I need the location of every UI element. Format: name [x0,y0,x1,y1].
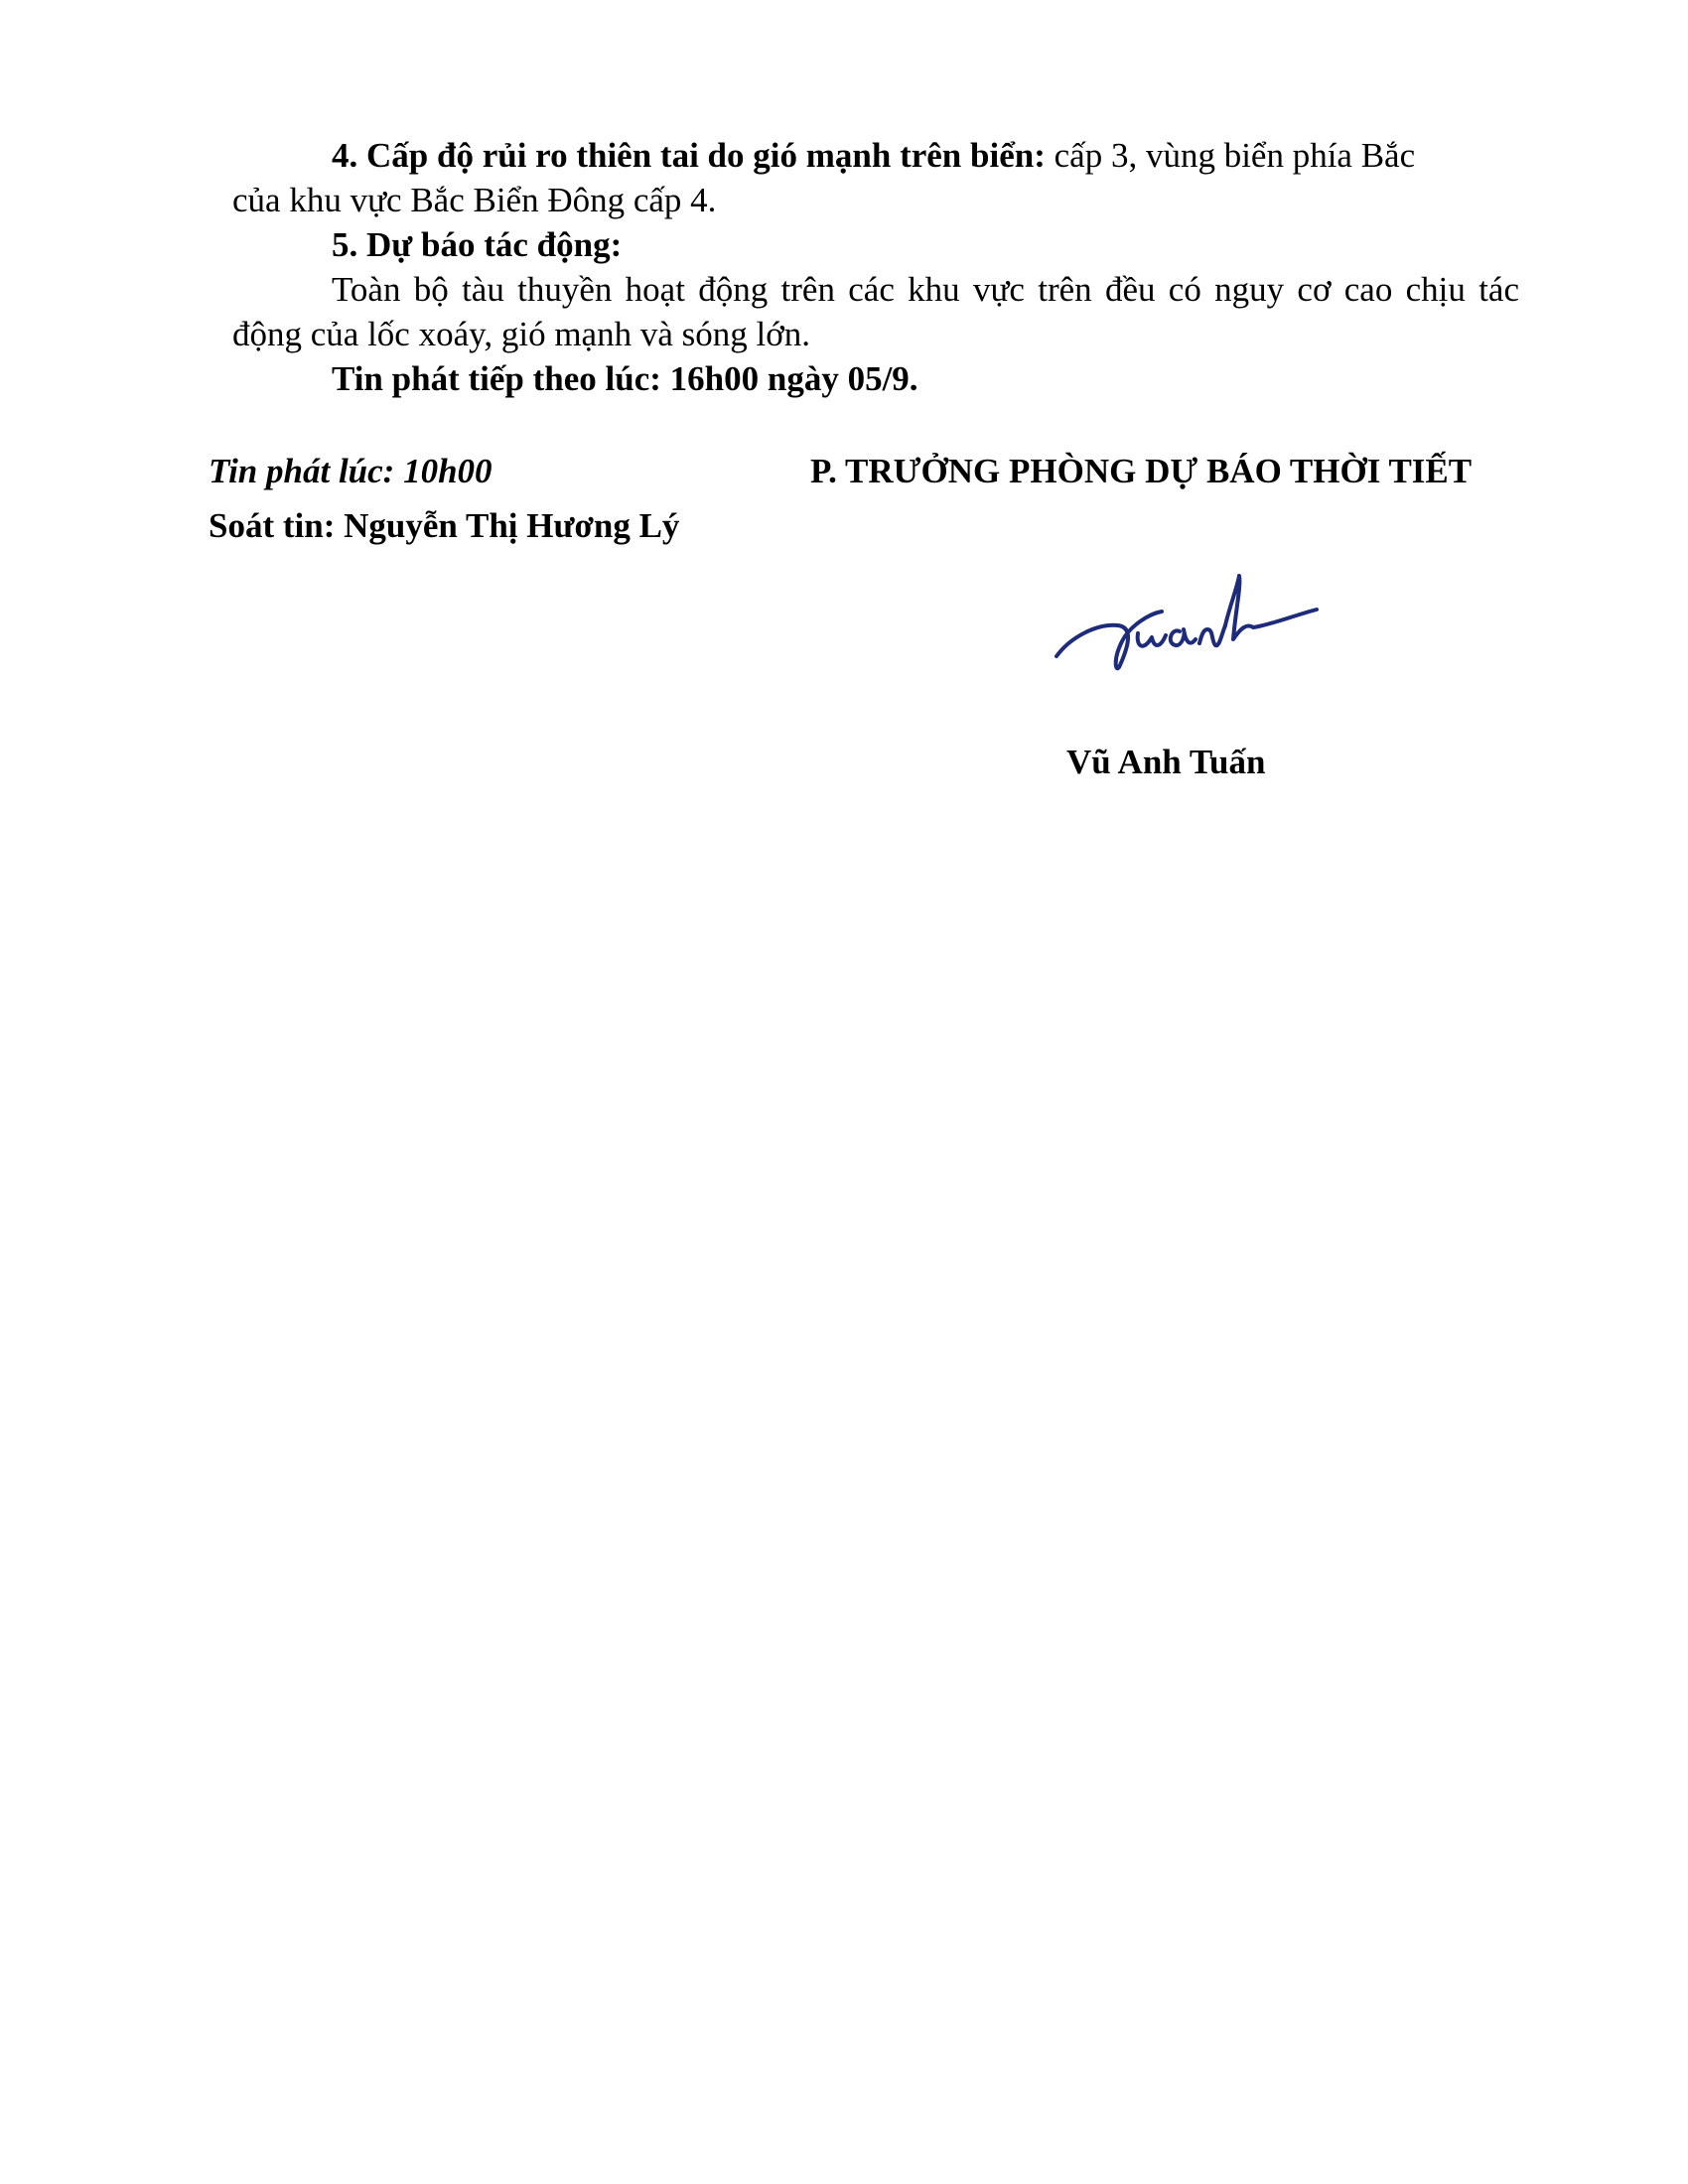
section-4-paragraph [232,133,1519,178]
signer-title: P. TRƯỞNG PHÒNG DỰ BÁO THỜI TIẾT [810,452,1473,490]
bulletin-body [232,133,1519,401]
next-bulletin-notice: Tin phát tiếp theo lúc: 16h00 ngày 05/9. [332,359,918,398]
signature-image [1051,552,1319,711]
checked-by: Soát tin: Nguyễn Thị Hương Lý [209,506,680,545]
signer-name: Vũ Anh Tuấn [1066,743,1266,781]
section-5-heading: 5. Dự báo tác động: [332,225,623,264]
section-5-paragraph: Toàn bộ tàu thuyền hoạt động trên các khu vực trên đều có nguy cơ cao chịu tác động của lốc xoáy, gió mạnh và sóng lớn. [232,270,1519,353]
issued-at: Tin phát lúc: 10h00 [209,452,492,490]
section-4-text-line2: của khu vực Bắc Biển Đông cấp 4. [232,181,717,219]
section-4-text-line1: cấp 3, vùng biển phía Bắc [1045,136,1416,175]
section-4-heading: 4. Cấp độ rủi ro thiên tai do gió mạnh trên biển: [332,136,1046,175]
